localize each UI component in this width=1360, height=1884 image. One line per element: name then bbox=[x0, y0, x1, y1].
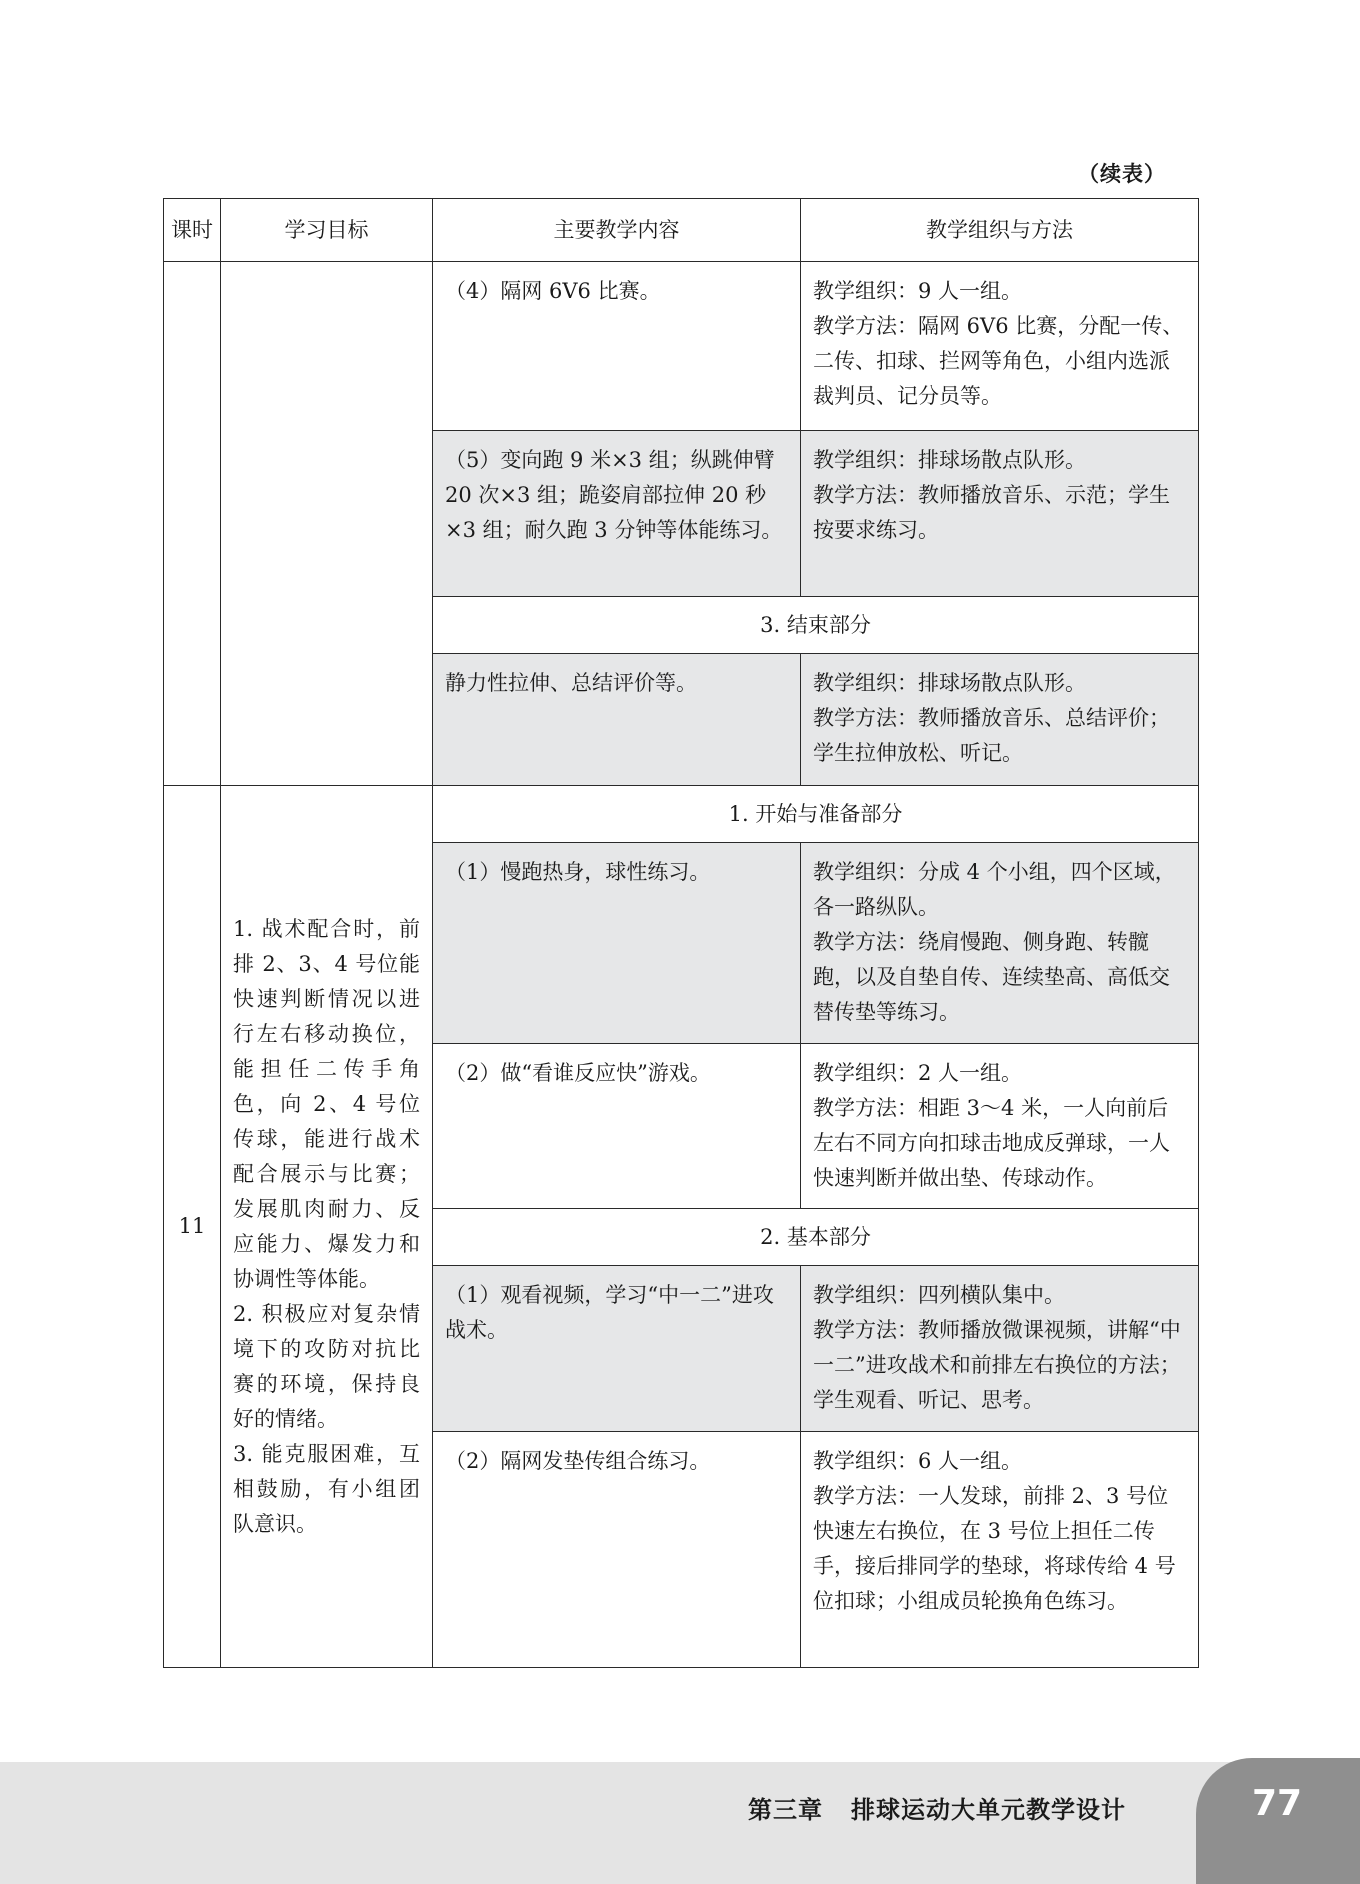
section-basic-heading: 2. 基本部分 bbox=[433, 1209, 1199, 1266]
lesson-number-cell-prev bbox=[164, 262, 221, 786]
method-approach: 教学方法：绕肩慢跑、侧身跑、转髋跑，以及自垫自传、连续垫高、高低交替传垫等练习。 bbox=[813, 930, 1170, 1024]
page-footer bbox=[0, 1762, 1360, 1884]
continued-label: （续表） bbox=[1078, 162, 1166, 186]
objective-item: 2. 积极应对复杂情境下的攻防对抗比赛的环境，保持良好的情绪。 bbox=[233, 1301, 420, 1431]
header-content: 主要教学内容 bbox=[433, 199, 801, 262]
method-cell bbox=[801, 431, 1199, 597]
method-organization: 教学组织：四列横队集中。 bbox=[813, 1283, 1065, 1307]
method-organization: 教学组织：排球场散点队形。 bbox=[813, 671, 1086, 695]
content-cell: 静力性拉伸、总结评价等。 bbox=[433, 654, 801, 786]
method-approach: 教学方法：教师播放音乐、总结评价；学生拉伸放松、听记。 bbox=[813, 706, 1170, 765]
content-cell: （2）做“看谁反应快”游戏。 bbox=[433, 1044, 801, 1209]
table-row bbox=[164, 262, 1199, 431]
lesson-plan-table bbox=[163, 198, 1199, 1668]
chapter-label: 第三章 bbox=[748, 1796, 823, 1824]
method-cell bbox=[801, 262, 1199, 431]
content-cell: （2）隔网发垫传组合练习。 bbox=[433, 1432, 801, 1668]
method-cell bbox=[801, 1432, 1199, 1668]
method-organization: 教学组织：分成 4 个小组，四个区域，各一路纵队。 bbox=[813, 860, 1176, 919]
content-cell: （4）隔网 6V6 比赛。 bbox=[433, 262, 801, 431]
table-header-row bbox=[164, 199, 1199, 262]
header-objectives: 学习目标 bbox=[221, 199, 433, 262]
objectives-cell bbox=[221, 786, 433, 1668]
method-approach: 教学方法：隔网 6V6 比赛，分配一传、二传、扣球、拦网等角色，小组内选派裁判员、记分员等。 bbox=[813, 314, 1184, 408]
lesson-number: 11 bbox=[164, 786, 221, 1668]
method-approach: 教学方法：一人发球，前排 2、3 号位快速左右换位，在 3 号位上担任二传手，接后排同学的垫球，将球传给 4 号位扣球；小组成员轮换角色练习。 bbox=[813, 1484, 1176, 1613]
chapter-title: 排球运动大单元教学设计 bbox=[851, 1796, 1126, 1824]
method-approach: 教学方法：教师播放音乐、示范；学生按要求练习。 bbox=[813, 483, 1170, 542]
footer-chapter-title bbox=[748, 1790, 1126, 1825]
method-organization: 教学组织：9 人一组。 bbox=[813, 279, 1023, 303]
section-start-heading: 1. 开始与准备部分 bbox=[433, 786, 1199, 843]
method-organization: 教学组织：2 人一组。 bbox=[813, 1061, 1023, 1085]
method-approach: 教学方法：教师播放微课视频，讲解“中一二”进攻战术和前排左右换位的方法；学生观看、听记、思考。 bbox=[813, 1318, 1181, 1412]
content-cell: （1）慢跑热身，球性练习。 bbox=[433, 843, 801, 1044]
objective-item: 3. 能克服困难，互相鼓励，有小组团队意识。 bbox=[233, 1441, 420, 1536]
objectives-cell-prev bbox=[221, 262, 433, 786]
objective-item: 1. 战术配合时，前排 2、3、4 号位能快速判断情况以进行左右移动换位，能担任二传手角色，向 2、4 号位传球，能进行战术配合展示与比赛；发展肌肉耐力、反应能力、爆发力和协调性等体能。 bbox=[233, 916, 420, 1291]
section-row bbox=[164, 786, 1199, 843]
page-number: 77 bbox=[1251, 1783, 1303, 1824]
method-approach: 教学方法：相距 3～4 米，一人向前后左右不同方向扣球击地成反弹球，一人快速判断并做出垫、传球动作。 bbox=[813, 1096, 1170, 1190]
content-cell: （1）观看视频，学习“中一二”进攻战术。 bbox=[433, 1266, 801, 1432]
section-end-heading: 3. 结束部分 bbox=[433, 597, 1199, 654]
method-cell bbox=[801, 1266, 1199, 1432]
method-cell bbox=[801, 654, 1199, 786]
method-cell bbox=[801, 843, 1199, 1044]
method-organization: 教学组织：6 人一组。 bbox=[813, 1449, 1023, 1473]
header-lesson: 课时 bbox=[164, 199, 221, 262]
method-cell bbox=[801, 1044, 1199, 1209]
content-cell: （5）变向跑 9 米×3 组；纵跳伸臂 20 次×3 组；跪姿肩部拉伸 20 秒×3 组；耐久跑 3 分钟等体能练习。 bbox=[433, 431, 801, 597]
method-organization: 教学组织：排球场散点队形。 bbox=[813, 448, 1086, 472]
header-method: 教学组织与方法 bbox=[801, 199, 1199, 262]
